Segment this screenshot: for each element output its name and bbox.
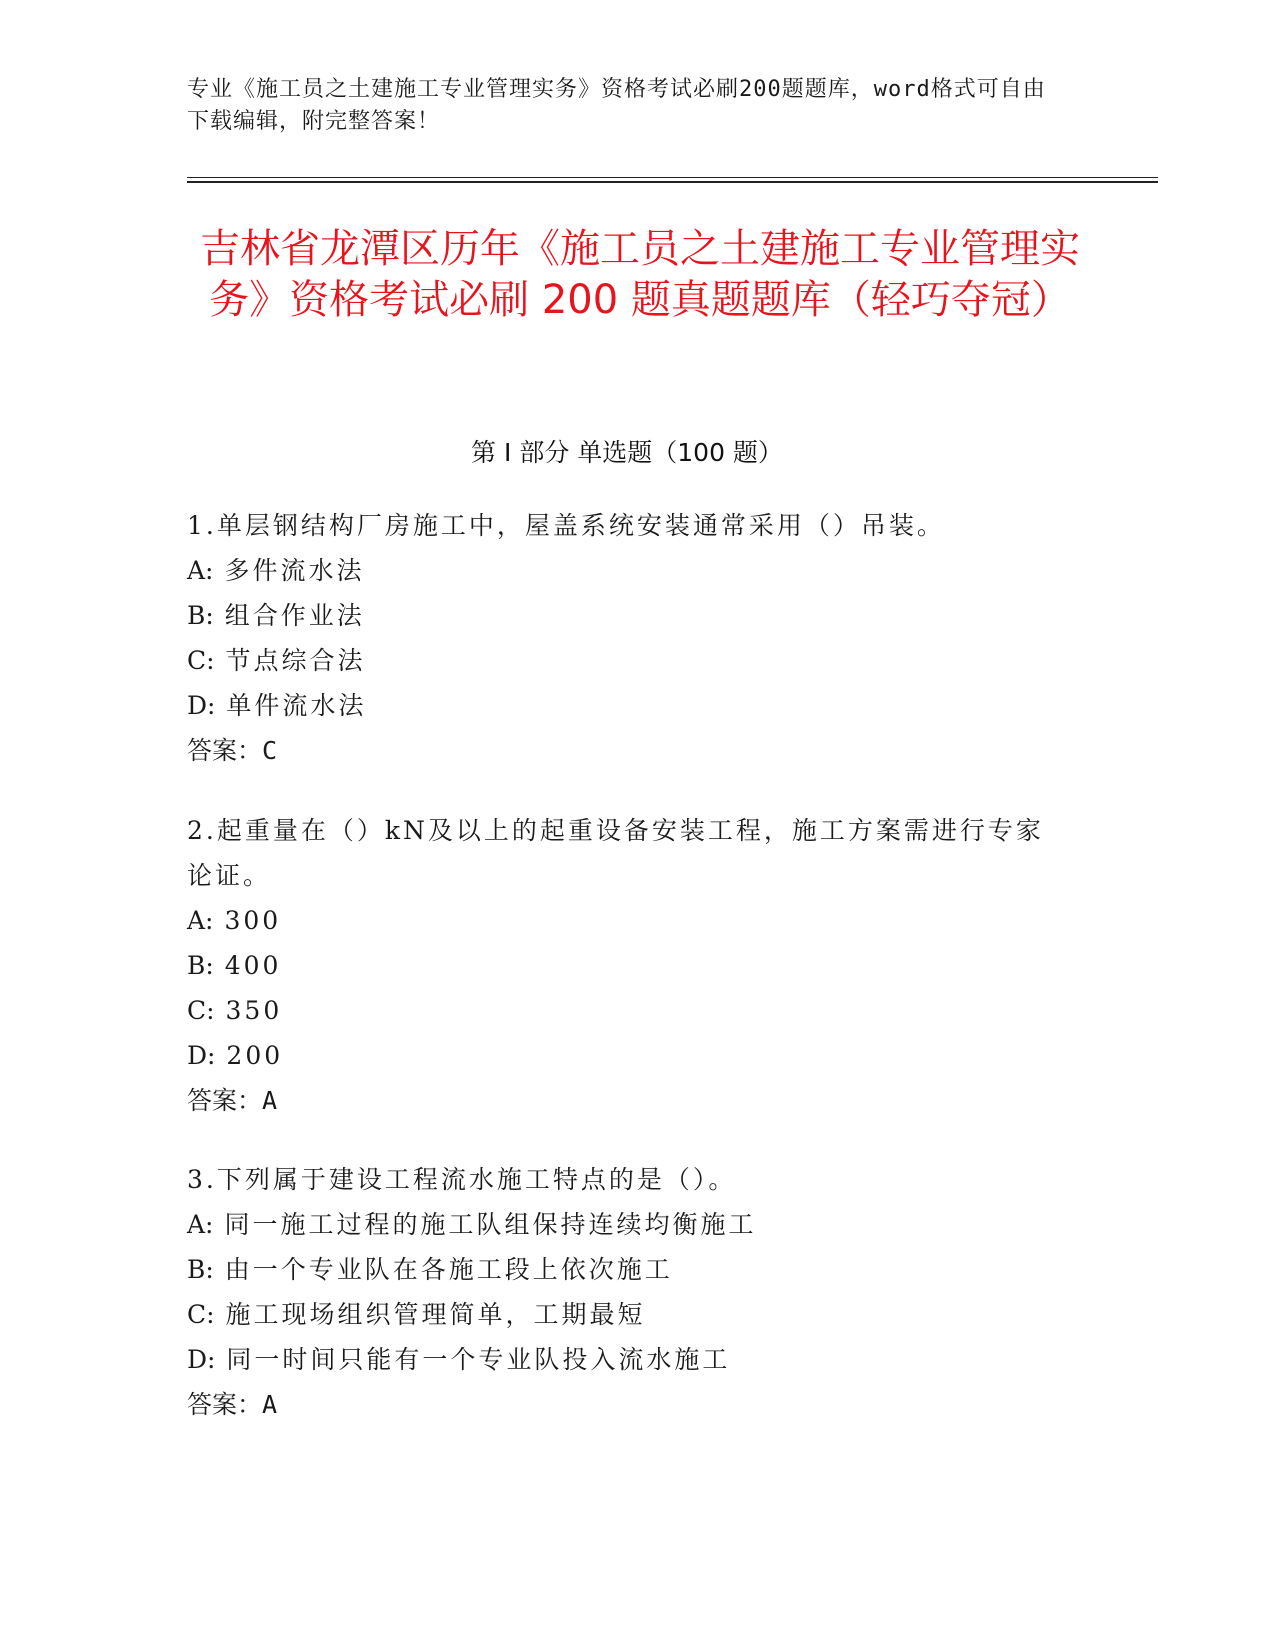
answer-label: 答案： (187, 736, 263, 765)
option-letter: C: (187, 646, 215, 675)
answer-line (187, 1078, 1067, 1123)
question-3 (187, 1157, 1067, 1427)
answer-label: 答案： (187, 1086, 263, 1115)
header-divider-thin (187, 177, 1158, 178)
answer-line (187, 728, 1067, 773)
option-letter: D: (187, 1345, 216, 1374)
option-c (187, 638, 1067, 683)
option-d (187, 1337, 1067, 1382)
answer-value: C (262, 736, 278, 765)
option-d (187, 1033, 1067, 1078)
answer-label: 答案： (187, 1390, 263, 1419)
option-b (187, 943, 1067, 988)
option-letter: B: (187, 1255, 214, 1284)
option-text: 组合作业法 (224, 601, 365, 630)
header-note: 专业《施工员之土建施工专业管理实务》资格考试必刷200题题库，word格式可自由下载编辑，附完整答案！ (187, 77, 1046, 134)
option-a (187, 898, 1067, 943)
option-d (187, 683, 1067, 728)
option-text: 由一个专业队在各施工段上依次施工 (224, 1255, 673, 1284)
option-a (187, 1202, 1067, 1247)
option-c (187, 988, 1067, 1033)
question-1 (187, 503, 1067, 773)
option-text: 同一时间只能有一个专业队投入流水施工 (226, 1345, 731, 1374)
option-b (187, 593, 1067, 638)
option-text: 200 (226, 1041, 284, 1070)
answer-value: A (262, 1390, 278, 1419)
option-text: 400 (224, 951, 282, 980)
question-stem: 1.单层钢结构厂房施工中，屋盖系统安装通常采用（）吊装。 (187, 511, 945, 540)
question-stem: 3.下列属于建设工程流水施工特点的是（）。 (187, 1165, 737, 1194)
option-b (187, 1247, 1067, 1292)
option-text: 节点综合法 (225, 646, 366, 675)
option-letter: D: (187, 691, 216, 720)
question-stem: 2.起重量在（）kN及以上的起重设备安装工程，施工方案需进行专家论证。 (187, 816, 1044, 890)
document-title: 吉林省龙潭区历年《施工员之土建施工专业管理实务》资格考试必刷 200 题真题题库（轻巧夺冠） (200, 226, 1080, 323)
option-letter: A: (187, 906, 214, 935)
option-letter: D: (187, 1041, 216, 1070)
option-letter: C: (187, 996, 215, 1025)
option-c (187, 1292, 1067, 1337)
option-letter: B: (187, 951, 214, 980)
header-divider-thick (187, 181, 1158, 183)
option-text: 同一施工过程的施工队组保持连续均衡施工 (224, 1210, 757, 1239)
option-a (187, 548, 1067, 593)
option-letter: C: (187, 1300, 215, 1329)
question-2 (187, 808, 1067, 1123)
answer-value: A (262, 1086, 278, 1115)
option-letter: A: (187, 1210, 214, 1239)
option-text: 300 (224, 906, 282, 935)
section-title: 第 I 部分 单选题（100 题） (471, 438, 783, 467)
option-text: 单件流水法 (226, 691, 367, 720)
option-text: 350 (225, 996, 283, 1025)
option-letter: A: (187, 556, 214, 585)
answer-line (187, 1382, 1067, 1427)
option-text: 施工现场组织管理简单，工期最短 (225, 1300, 646, 1329)
option-text: 多件流水法 (224, 556, 365, 585)
option-letter: B: (187, 601, 214, 630)
